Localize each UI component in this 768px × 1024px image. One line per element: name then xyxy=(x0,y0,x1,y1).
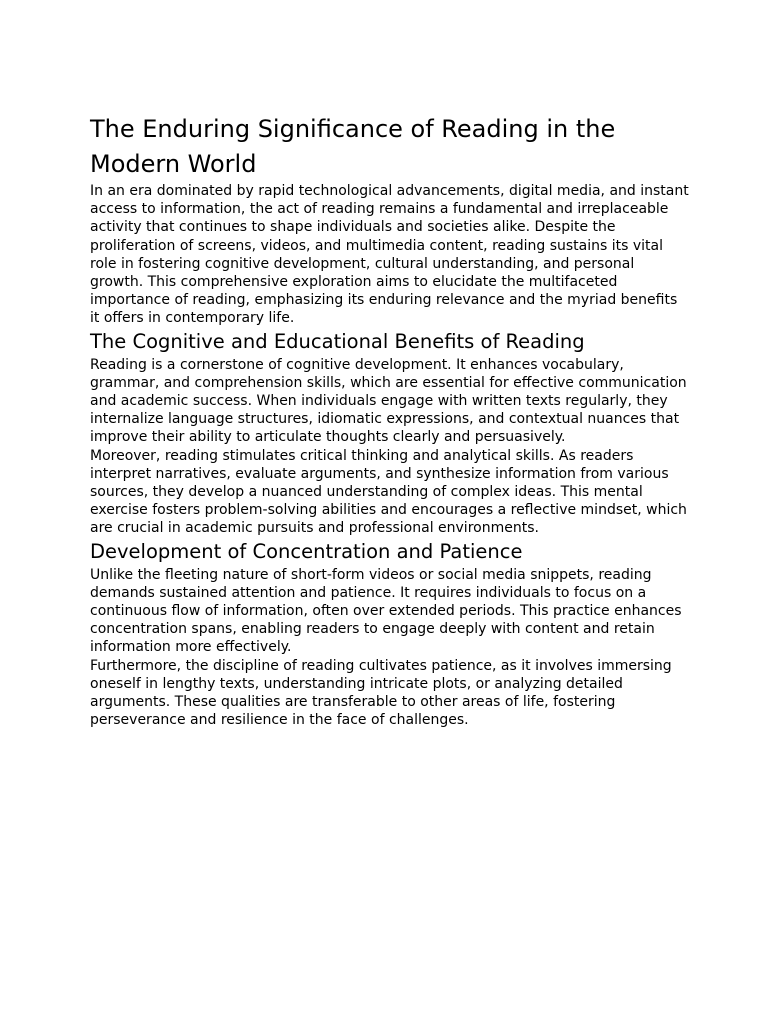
section-heading: Development of Concentration and Patience xyxy=(90,539,523,563)
section-heading: The Cognitive and Educational Benefits of Reading xyxy=(90,329,585,353)
section-concentration-patience xyxy=(90,538,690,730)
section-paragraph: Furthermore, the discipline of reading cultivates patience, as it involves immersing oneself in lengthy texts, understanding intricate plots, or analyzing detailed arguments. These qualities are transferable to other areas of life, fostering perseverance and resilience in the face of challenges. xyxy=(90,657,672,729)
document-title: The Enduring Significance of Reading in the Modern World xyxy=(90,115,616,178)
intro-paragraph: In an era dominated by rapid technological advancements, digital media, and instant access to information, the act of reading remains a fundamental and irreplaceable activity that continues to shape individuals and societies alike. Despite the proliferation of screens, videos, and multimedia content, reading sustains its vital role in fostering cognitive development, cultural understanding, and personal growth. This comprehensive exploration aims to elucidate the multifaceted importance of reading, emphasizing its enduring relevance and the myriad benefits it offers in contemporary life. xyxy=(90,183,689,327)
section-paragraph: Unlike the fleeting nature of short-form videos or social media snippets, reading demands sustained attention and patience. It requires individuals to focus on a continuous flow of information, often over extended periods. This practice enhances concentration spans, enabling readers to engage deeply with content and retain information more effectively. xyxy=(90,566,682,656)
section-paragraph: Reading is a cornerstone of cognitive development. It enhances vocabulary, grammar, and comprehension skills, which are essential for effective communication and academic success. When individuals engage with written texts regularly, they internalize language structures, idiomatic expressions, and contextual nuances that improve their ability to articulate thoughts clearly and persuasively. xyxy=(90,356,687,446)
document-page xyxy=(90,112,690,729)
section-paragraph: Moreover, reading stimulates critical thinking and analytical skills. As readers interpret narratives, evaluate arguments, and synthesize information from various sources, they develop a nuanced understanding of complex ideas. This mental exercise fosters problem-solving abilities and encourages a reflective mindset, which are crucial in academic pursuits and professional environments. xyxy=(90,447,687,537)
section-cognitive-benefits xyxy=(90,328,690,538)
